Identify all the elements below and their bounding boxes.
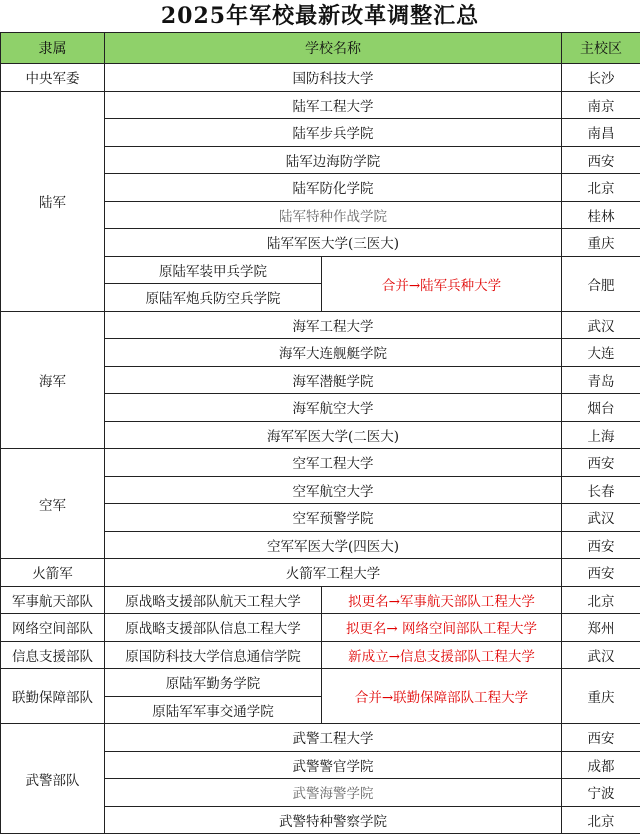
table-row	[1, 311, 640, 339]
school-cell: 原陆军装甲兵学院	[105, 256, 322, 284]
group-cell: 联勤保障部队	[1, 669, 105, 724]
school-cell: 原陆军军事交通学院	[105, 696, 322, 724]
group-cell: 信息支援部队	[1, 641, 105, 669]
campus-cell: 武汉	[562, 311, 640, 339]
table-row	[1, 586, 640, 614]
school-cell: 武警海警学院	[105, 779, 562, 807]
header-row	[1, 33, 640, 64]
school-cell: 海军大连舰艇学院	[105, 339, 562, 367]
table-row	[1, 724, 640, 752]
campus-cell: 宁波	[562, 779, 640, 807]
group-cell: 空军	[1, 449, 105, 559]
note-cell: 合并→联勤保障部队工程大学	[322, 669, 562, 724]
school-cell: 火箭军工程大学	[105, 559, 562, 587]
campus-cell: 南昌	[562, 119, 640, 147]
note-cell: 拟更名→军事航天部队工程大学	[322, 586, 562, 614]
school-cell: 原战略支援部队信息工程大学	[105, 614, 322, 642]
group-cell: 军事航天部队	[1, 586, 105, 614]
campus-cell: 长沙	[562, 64, 640, 92]
campus-cell: 西安	[562, 449, 640, 477]
table-row	[1, 91, 640, 119]
school-cell: 陆军防化学院	[105, 174, 562, 202]
group-cell: 陆军	[1, 91, 105, 311]
table-row	[1, 64, 640, 92]
school-cell: 陆军步兵学院	[105, 119, 562, 147]
campus-cell: 重庆	[562, 229, 640, 257]
school-cell: 海军航空大学	[105, 394, 562, 422]
note-cell: 拟更名→ 网络空间部队工程大学	[322, 614, 562, 642]
school-cell: 原国防科技大学信息通信学院	[105, 641, 322, 669]
school-cell: 空军工程大学	[105, 449, 562, 477]
note-cell: 合并→陆军兵种大学	[322, 256, 562, 311]
school-cell: 海军潜艇学院	[105, 366, 562, 394]
school-cell: 陆军边海防学院	[105, 146, 562, 174]
school-cell: 空军预警学院	[105, 504, 562, 532]
school-cell: 陆军工程大学	[105, 91, 562, 119]
campus-cell: 烟台	[562, 394, 640, 422]
school-cell: 国防科技大学	[105, 64, 562, 92]
campus-cell: 西安	[562, 146, 640, 174]
group-cell: 海军	[1, 311, 105, 449]
header-affiliation: 隶属	[1, 33, 105, 64]
table-row	[1, 559, 640, 587]
campus-cell: 西安	[562, 724, 640, 752]
school-cell: 海军工程大学	[105, 311, 562, 339]
campus-cell: 桂林	[562, 201, 640, 229]
campus-cell: 长春	[562, 476, 640, 504]
note-cell: 新成立→信息支援部队工程大学	[322, 641, 562, 669]
school-cell: 武警特种警察学院	[105, 806, 562, 834]
campus-cell: 合肥	[562, 256, 640, 311]
campus-cell: 北京	[562, 174, 640, 202]
school-cell: 空军航空大学	[105, 476, 562, 504]
school-cell: 武警警官学院	[105, 751, 562, 779]
table-row	[1, 669, 640, 697]
header-campus: 主校区	[562, 33, 640, 64]
campus-cell: 西安	[562, 531, 640, 559]
campus-cell: 北京	[562, 586, 640, 614]
campus-cell: 武汉	[562, 641, 640, 669]
school-cell: 原战略支援部队航天工程大学	[105, 586, 322, 614]
campus-cell: 北京	[562, 806, 640, 834]
school-cell: 陆军特种作战学院	[105, 201, 562, 229]
school-cell: 陆军军医大学(三医大)	[105, 229, 562, 257]
campus-cell: 重庆	[562, 669, 640, 724]
campus-cell: 南京	[562, 91, 640, 119]
campus-cell: 郑州	[562, 614, 640, 642]
table-row	[1, 449, 640, 477]
table-row	[1, 641, 640, 669]
school-table	[0, 32, 640, 834]
page-title: 2025年军校最新改革调整汇总	[0, 0, 640, 32]
group-cell: 火箭军	[1, 559, 105, 587]
group-cell: 中央军委	[1, 64, 105, 92]
table-row	[1, 614, 640, 642]
campus-cell: 上海	[562, 421, 640, 449]
header-school: 学校名称	[105, 33, 562, 64]
group-cell: 网络空间部队	[1, 614, 105, 642]
school-cell: 海军军医大学(二医大)	[105, 421, 562, 449]
school-cell: 原陆军勤务学院	[105, 669, 322, 697]
campus-cell: 西安	[562, 559, 640, 587]
school-cell: 原陆军炮兵防空兵学院	[105, 284, 322, 312]
campus-cell: 青岛	[562, 366, 640, 394]
campus-cell: 武汉	[562, 504, 640, 532]
school-cell: 武警工程大学	[105, 724, 562, 752]
group-cell: 武警部队	[1, 724, 105, 834]
school-cell: 空军军医大学(四医大)	[105, 531, 562, 559]
campus-cell: 成都	[562, 751, 640, 779]
campus-cell: 大连	[562, 339, 640, 367]
